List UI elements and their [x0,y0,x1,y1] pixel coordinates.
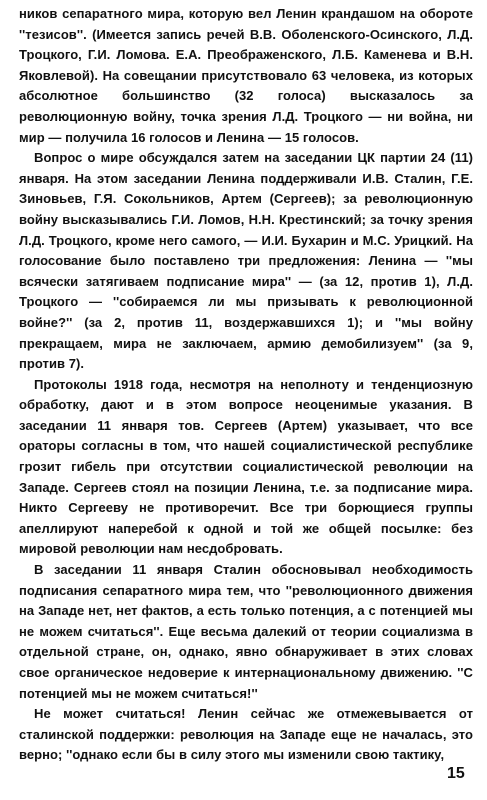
body-text [19,4,473,766]
paragraph-2: Вопрос о мире обсуждался затем на заседании ЦК партии 24 (11) января. На этом заседании Ленина поддерживали И.В. Сталин, Г.Е. Зиновьев, Г.Я. Сокольников, Артем (Сергеев); за революционную войну высказывались Г.И. Ломов, Н.Н. Крестинский; за точку зрения Л.Д. Троцкого, кроме него самого, — И.И. Бухарин и М.С. Урицкий. На голосование было поставлено три предложения: Ленина — ''мы всячески затягиваем подписание мира'' — (за 12, против 1), Л.Д. Троцкого — ''собираемся ли мы призывать к революционной войне?'' (за 2, против 11, воздержавшихся 1); и ''мы войну прекращаем, мира не заключаем, армию демобилизуем'' (за 9, против 7). [19,150,473,372]
page-number: 15 [447,765,465,782]
paragraph-5: Не может считаться! Ленин сейчас же отмежевывается от сталинской поддержки: революция на Западе еще не началась, это верно; ''однако если бы в силу этого мы изменили свою тактику, [19,706,473,763]
paragraph-4: В заседании 11 января Сталин обосновывал необходимость подписания сепаратного мира тем, что ''революционного движения на Западе нет, нет фактов, а есть только потенция, а с потенцией мы не можем считаться''. Еще весьма далекий от теории социализма в отдельной стране, он, однако, явно обнаруживает в этих словах свое органическое недоверие к интернациональному движению. ''С потенцией мы не можем считаться!'' [19,562,473,701]
paragraph-1: ников сепаратного мира, которую вел Ленин крандашом на обороте ''тезисов''. (Имеется запись речей В.В. Оболенского-Осинского, Л.Д. Троцкого, Г.И. Ломова. Е.А. Преображенского, Л.Б. Каменева и В.Н. Яковлевой). На совещании присутствовало 63 человека, из которых абсолютное большинство (32 голоса) высказалось за революционную войну, точка зрения Л.Д. Троцкого — ни война, ни мир — получила 16 голосов и Ленина — 15 голосов. [19,6,473,145]
paragraph-3: Протоколы 1918 года, несмотря на неполноту и тенденциозную обработку, дают и в этом вопросе неоценимые указания. В заседании 11 января тов. Сергеев (Артем) указывает, что все ораторы согласны в том, что нашей социалистической республике грозит гибель при отсутствии социалистической революции на Западе. Сергеев стоял на позиции Ленина, т.е. за подписание мира. Никто Сергееву не противоречит. Все три борющиеся группы апеллируют наперебой к одной и той же общей посылке: без мировой революции нам несдобровать. [19,376,473,557]
